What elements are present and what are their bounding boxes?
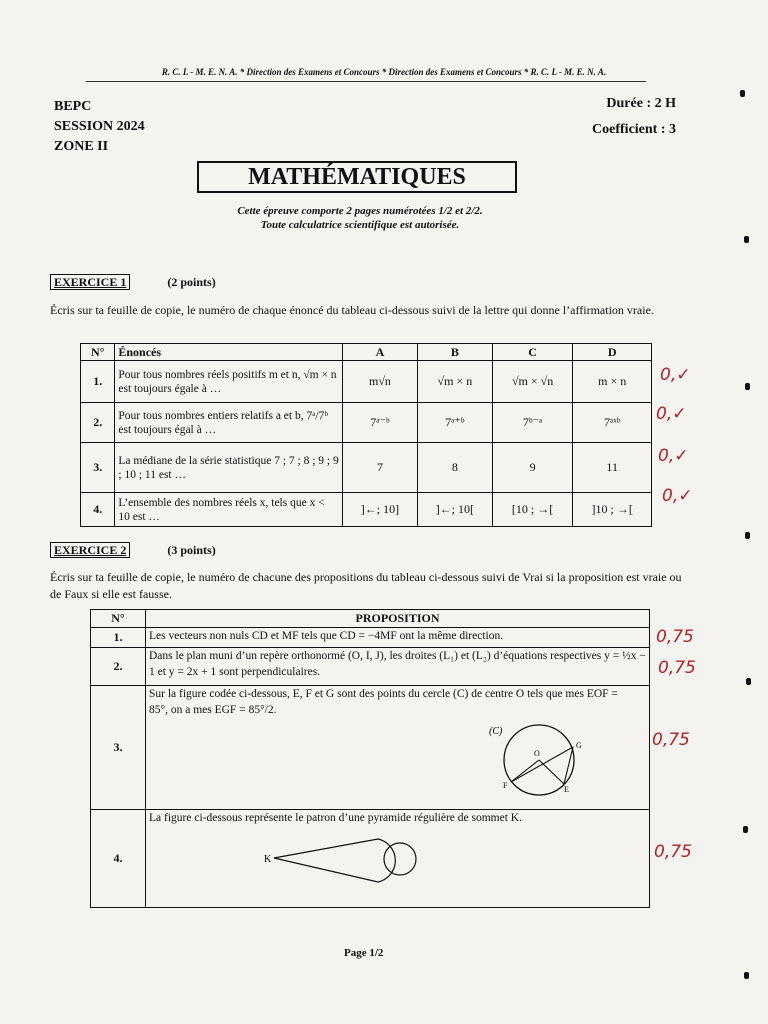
choice-c: √m × √n xyxy=(492,361,573,403)
checkmark-icon: ✓ xyxy=(672,404,687,424)
exercise-1-points: (2 points) xyxy=(167,275,216,289)
subtitle xyxy=(150,204,570,232)
row-number: 4. xyxy=(81,493,115,527)
exercise-1-instruction: Écris sur ta feuille de copie, le numéro de chaque énoncé du tableau ci-dessous suivi de la lettre qui donne l’affirmation vraie. xyxy=(50,303,654,317)
row-proposition: Dans le plan muni d’un repère orthonormé (O, I, J), les droites (L₁) et (L₂) d’équations respectives y = ½x − 1 et y = 2x + 1 sont perpendiculaires. xyxy=(146,648,650,686)
choice-a: ]←; 10] xyxy=(342,493,417,527)
binding-mark xyxy=(744,972,749,979)
label-e: E xyxy=(564,785,569,794)
label-circle: (C) xyxy=(489,726,503,737)
label-g: G xyxy=(576,741,582,750)
exam-info xyxy=(54,97,145,157)
label-o: O xyxy=(534,749,540,758)
table-row xyxy=(81,403,652,443)
col-header: B xyxy=(417,344,492,361)
binding-mark xyxy=(744,236,749,243)
segment-of xyxy=(511,760,539,782)
checkmark-icon: ✓ xyxy=(678,486,693,506)
col-header: PROPOSITION xyxy=(146,610,650,628)
col-header: N° xyxy=(91,610,146,628)
table-header xyxy=(81,344,652,361)
table-header xyxy=(91,610,650,628)
exercise-2-label: EXERCICE 2 xyxy=(50,542,130,558)
exam-name: BEPC xyxy=(54,99,92,114)
exercise-1-label: EXERCICE 1 xyxy=(50,274,130,290)
col-header: D xyxy=(573,344,652,361)
checkmark-icon: ✓ xyxy=(676,365,691,385)
label-f: F xyxy=(503,781,508,790)
header-underline xyxy=(86,81,646,82)
exercise-1-table xyxy=(80,343,652,527)
choice-b: 8 xyxy=(417,443,492,493)
table-row xyxy=(81,361,652,403)
exam-session: SESSION 2024 xyxy=(54,119,145,134)
page-title: MATHÉMATIQUES xyxy=(197,161,517,193)
choice-c: [10 ; →[ xyxy=(492,493,573,527)
choice-d: ]10 ; →[ xyxy=(573,493,652,527)
choice-b: 7ᵃ⁺ᵇ xyxy=(417,403,492,443)
choice-d: m × n xyxy=(573,361,652,403)
grade-text: 0, xyxy=(662,486,679,506)
grade-text: 0, xyxy=(656,404,673,424)
exercise-2-title xyxy=(50,543,216,558)
grade-text: 0, xyxy=(658,446,675,466)
base-circle xyxy=(384,843,416,875)
binding-mark xyxy=(746,678,751,685)
exam-zone: ZONE II xyxy=(54,139,109,154)
handwritten-grade: 0,75 xyxy=(654,842,692,862)
header-line: R. C. L - M. E. N. A. * Direction des Examens et Concours * Direction des Examens et Concours * R. C. L - M. E. N. A. xyxy=(161,67,607,77)
col-header: Énoncés xyxy=(115,344,343,361)
row-number: 1. xyxy=(81,361,115,403)
handwritten-grade: 0,75 xyxy=(658,658,696,678)
row-number: 2. xyxy=(91,648,146,686)
handwritten-grade xyxy=(662,486,692,506)
binding-mark xyxy=(740,90,745,97)
checkmark-icon: ✓ xyxy=(674,446,689,466)
handwritten-grade xyxy=(658,446,688,466)
choice-b: √m × n xyxy=(417,361,492,403)
row-statement: L’ensemble des nombres réels x, tels que x < 10 est … xyxy=(115,493,343,527)
circle-figure xyxy=(484,720,594,800)
col-header: A xyxy=(342,344,417,361)
page-number: Page 1/2 xyxy=(344,947,384,959)
exercise-2-points: (3 points) xyxy=(167,543,216,557)
row-number: 3. xyxy=(81,443,115,493)
binding-mark xyxy=(745,532,750,539)
col-header: C xyxy=(492,344,573,361)
row-statement: La médiane de la série statistique 7 ; 7 ; 8 ; 9 ; 9 ; 10 ; 11 est … xyxy=(115,443,343,493)
handwritten-grade: 0,75 xyxy=(652,730,690,750)
row-number: 1. xyxy=(91,628,146,648)
proposition-text: Sur la figure codée ci-dessous, E, F et G sont des points du cercle (C) de centre O tels que mes EOF = 85°, on a mes EGF = 85°/2. xyxy=(149,688,618,716)
binding-mark xyxy=(743,826,748,833)
handwritten-grade xyxy=(656,404,686,424)
binding-mark xyxy=(745,383,750,390)
row-proposition: Les vecteurs non nuls CD et MF tels que CD = −4MF ont la même direction. xyxy=(146,628,650,648)
table-row xyxy=(81,443,652,493)
choice-c: 7ᵇ⁻ᵃ xyxy=(492,403,573,443)
handwritten-grade: 0,75 xyxy=(656,627,694,647)
row-statement: Pour tous nombres entiers relatifs a et b, 7ᵃ/7ᵇ est toujours égal à … xyxy=(115,403,343,443)
segment-gf xyxy=(511,747,573,782)
table-row xyxy=(91,648,650,686)
col-header: N° xyxy=(81,344,115,361)
choice-b: ]←; 10[ xyxy=(417,493,492,527)
table-row xyxy=(81,493,652,527)
choice-d: 7ᵃˣᵇ xyxy=(573,403,652,443)
choice-a: m√n xyxy=(342,361,417,403)
choice-a: 7 xyxy=(342,443,417,493)
exercise-1-title xyxy=(50,275,216,290)
choice-c: 9 xyxy=(492,443,573,493)
table-row xyxy=(91,628,650,648)
exam-meta xyxy=(592,91,676,143)
row-number: 3. xyxy=(91,686,146,810)
exam-duration: Durée : 2 H xyxy=(606,96,676,111)
label-k: K xyxy=(264,854,272,865)
choice-a: 7ᵃ⁻ᵇ xyxy=(342,403,417,443)
subtitle-line: Toute calculatrice scientifique est autorisée. xyxy=(260,219,460,231)
lateral-face xyxy=(274,839,395,882)
row-proposition: La figure ci-dessous représente le patron d’une pyramide régulière de sommet K. xyxy=(146,810,650,908)
pyramid-net-figure xyxy=(262,836,426,886)
row-number: 2. xyxy=(81,403,115,443)
grade-text: 0, xyxy=(660,365,677,385)
choice-d: 11 xyxy=(573,443,652,493)
exercise-2-instruction: Écris sur ta feuille de copie, le numéro de chacune des propositions du tableau ci-dessous suivi de Vrai si la proposition est vraie ou de Faux si elle est fausse. xyxy=(50,570,682,601)
exam-coefficient: Coefficient : 3 xyxy=(592,122,676,137)
row-statement: Pour tous nombres réels positifs m et n, √m × n est toujours égale à … xyxy=(115,361,343,403)
row-number: 4. xyxy=(91,810,146,908)
subtitle-line: Cette épreuve comporte 2 pages numérotées 1/2 et 2/2. xyxy=(237,205,483,217)
handwritten-grade xyxy=(660,365,690,385)
